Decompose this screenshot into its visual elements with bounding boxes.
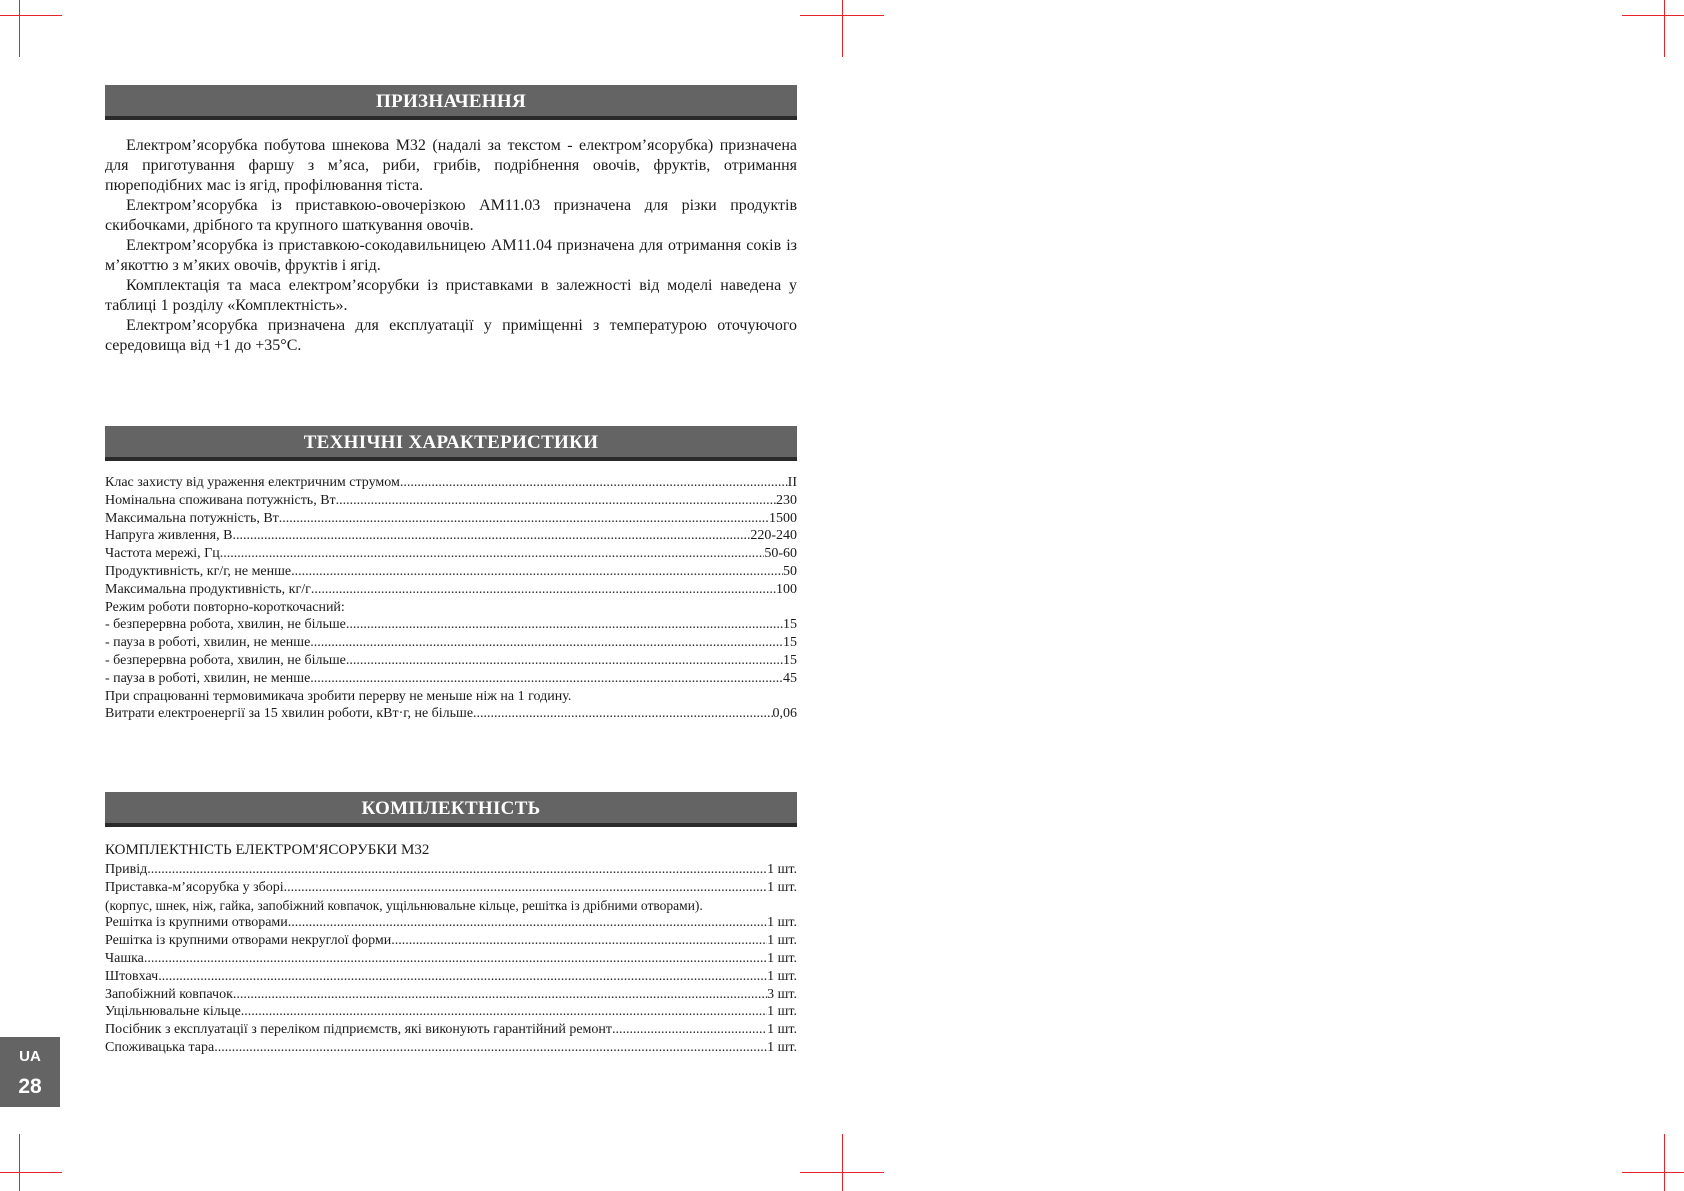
section-title-purpose: ПРИЗНАЧЕННЯ [105, 85, 797, 120]
spec-row: Витрати електроенергії за 15 хвилин роботи, кВт·г, не більше ..... 0,06 [105, 705, 797, 723]
crop-mark [1622, 15, 1684, 16]
section-title-kit: КОМПЛЕКТНІСТЬ [105, 792, 797, 827]
spec-row: - пауза в роботі, хвилин, не менше ..... 45 [105, 670, 797, 688]
crop-mark [1664, 1134, 1665, 1191]
kit-row: Посібник з експлуатації з переліком підприємств, які виконують гарантійний ремонт ..... 1 шт. [105, 1021, 797, 1039]
kit-list [105, 841, 797, 1057]
kit-subtitle: КОМПЛЕКТНІСТЬ ЕЛЕКТРОМ'ЯСОРУБКИ М32 [105, 842, 430, 858]
spec-row: Продуктивність, кг/г, не менше ..... 50 [105, 563, 797, 581]
crop-mark [1622, 1172, 1684, 1173]
paragraph: Електром’ясорубка із приставкою-овочерізкою АМ11.03 призначена для різки продуктів скибочками, дрібного та крупного шаткування овочів. [105, 197, 797, 234]
spec-row: Номінальна споживана потужність, Вт ..... 230 [105, 492, 797, 510]
kit-row: Чашка ..... 1 шт. [105, 950, 797, 968]
spec-row: - безперервна робота, хвилин, не більше ..... 15 [105, 652, 797, 670]
kit-row: Штовхач ..... 1 шт. [105, 968, 797, 986]
kit-row: Запобіжний ковпачок ..... 3 шт. [105, 986, 797, 1004]
paragraph: Електром’ясорубка із приставкою-сокодавильницею АМ11.04 призначена для отримання соків із м’якоттю з м’яких овочів, фруктів і ягід. [105, 237, 797, 274]
crop-mark [19, 0, 20, 57]
kit-note: (корпус, шнек, ніж, гайка, запобіжний ковпачок, ущільнювальне кільце, решітка із дрібними отворами). [105, 897, 703, 913]
spec-row: Максимальна продуктивність, кг/г ..... 100 [105, 581, 797, 599]
page-tab [0, 1037, 60, 1107]
kit-row: Привід ..... 1 шт. [105, 861, 797, 879]
spec-row: Частота мережі, Гц ..... 50-60 [105, 545, 797, 563]
spec-note: Режим роботи повторно-короткочасний: [105, 599, 345, 615]
kit-row: Решітка із крупними отворами некруглої форми ..... 1 шт. [105, 932, 797, 950]
spec-row: - безперервна робота, хвилин, не більше ..... 15 [105, 616, 797, 634]
paragraph: Електром’ясорубка призначена для експлуатації у приміщенні з температурою оточуючого середовища від +1 до +35°С. [105, 317, 797, 354]
kit-row: Решітка із крупними отворами ..... 1 шт. [105, 914, 797, 932]
crop-mark [0, 15, 62, 16]
language-label: UA [19, 1048, 41, 1065]
kit-row: Ущільнювальне кільце ..... 1 шт. [105, 1003, 797, 1021]
purpose-text [105, 136, 797, 356]
crop-mark [0, 1172, 62, 1173]
crop-mark [842, 1134, 843, 1191]
spec-row: Максимальна потужність, Вт ..... 1500 [105, 510, 797, 528]
page-number: 28 [18, 1075, 42, 1098]
crop-mark [19, 1134, 20, 1191]
spec-row: - пауза в роботі, хвилин, не менше ..... 15 [105, 634, 797, 652]
section-title-specs: ТЕХНІЧНІ ХАРАКТЕРИСТИКИ [105, 426, 797, 461]
specs-list [105, 474, 797, 723]
kit-row: Приставка-м’ясорубка у зборі ..... 1 шт. [105, 879, 797, 897]
paragraph: Електром’ясорубка побутова шнекова М32 (надалі за текстом - електром’ясорубка) призначена для приготування фаршу з м’яса, риби, грибів, подрібнення овочів, фруктів, отримання пюреподібних мас із ягід, профілювання тіста. [105, 137, 797, 194]
spec-row: Клас захисту від ураження електричним струмом ..... II [105, 474, 797, 492]
spec-note: При спрацюванні термовимикача зробити перерву не меньше ніж на 1 годину. [105, 688, 572, 704]
paragraph: Комплектація та маса електром’ясорубки із приставками в залежності від моделі наведена у таблиці 1 розділу «Комплектність». [105, 277, 797, 314]
crop-mark [1664, 0, 1665, 57]
kit-row: Споживацька тара ..... 1 шт. [105, 1039, 797, 1057]
crop-mark [842, 0, 843, 57]
spec-row: Напруга живлення, В ..... 220-240 [105, 527, 797, 545]
